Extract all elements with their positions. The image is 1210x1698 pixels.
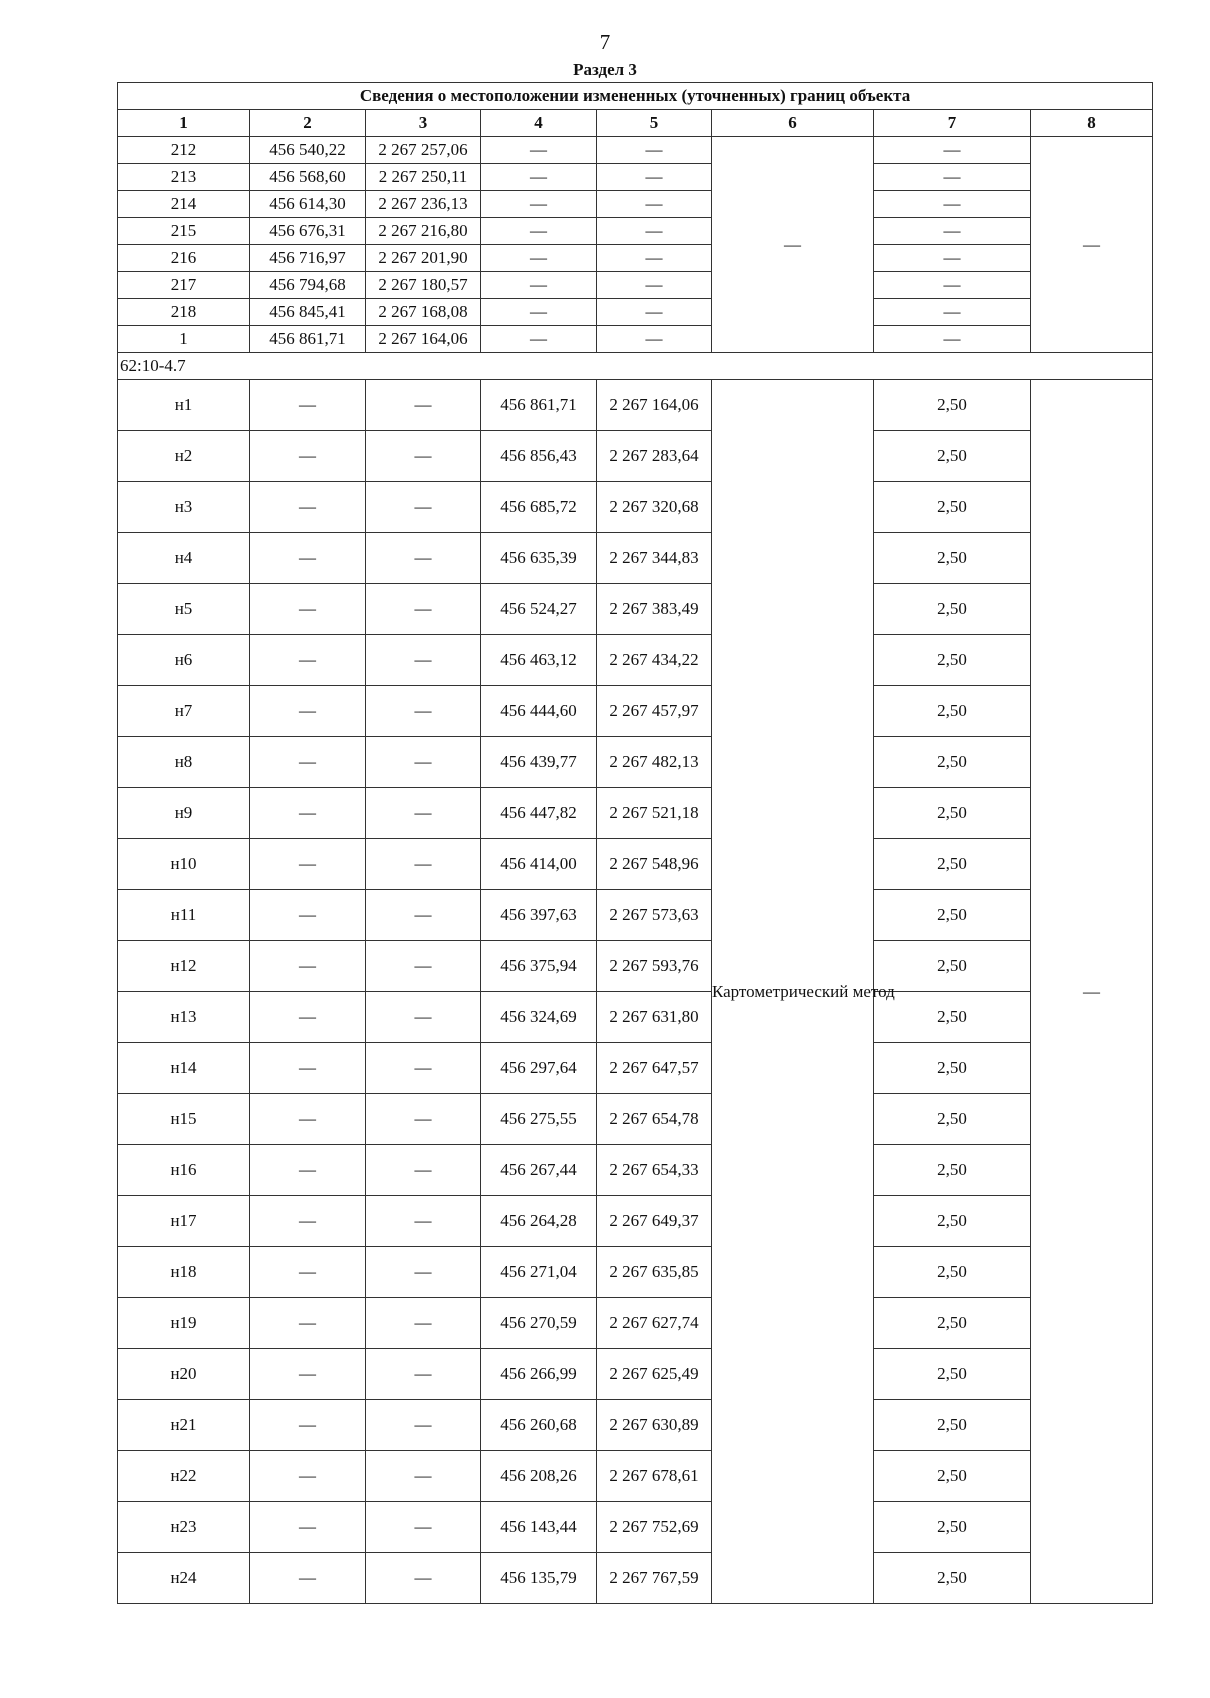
old-y-cell: — bbox=[366, 1451, 481, 1502]
old-y-cell: — bbox=[366, 1502, 481, 1553]
point-number-cell: н6 bbox=[118, 635, 250, 686]
new-y-cell: 2 267 654,78 bbox=[597, 1094, 712, 1145]
new-x-cell: 456 447,82 bbox=[481, 788, 597, 839]
new-y-cell: 2 267 654,33 bbox=[597, 1145, 712, 1196]
point-number-cell: н11 bbox=[118, 890, 250, 941]
new-y-cell: 2 267 573,63 bbox=[597, 890, 712, 941]
new-y-cell: 2 267 521,18 bbox=[597, 788, 712, 839]
old-y-cell: — bbox=[366, 1400, 481, 1451]
old-y-cell: — bbox=[366, 1145, 481, 1196]
point-number-cell: н16 bbox=[118, 1145, 250, 1196]
accuracy-cell: 2,50 bbox=[874, 890, 1031, 941]
accuracy-cell: — bbox=[874, 218, 1031, 245]
old-x-cell: 456 861,71 bbox=[250, 326, 366, 353]
old-y-cell: 2 267 201,90 bbox=[366, 245, 481, 272]
point-number-cell: н7 bbox=[118, 686, 250, 737]
table-row bbox=[118, 380, 1153, 431]
new-y-cell: — bbox=[597, 191, 712, 218]
new-y-cell: 2 267 647,57 bbox=[597, 1043, 712, 1094]
old-x-cell: — bbox=[250, 1349, 366, 1400]
table-body bbox=[118, 83, 1153, 1604]
accuracy-cell: 2,50 bbox=[874, 1145, 1031, 1196]
table-row bbox=[118, 1043, 1153, 1094]
new-y-cell: 2 267 164,06 bbox=[597, 380, 712, 431]
accuracy-cell: 2,50 bbox=[874, 1043, 1031, 1094]
point-number-cell: н22 bbox=[118, 1451, 250, 1502]
old-y-cell: 2 267 180,57 bbox=[366, 272, 481, 299]
new-x-cell: — bbox=[481, 137, 597, 164]
accuracy-cell: 2,50 bbox=[874, 737, 1031, 788]
old-y-cell: — bbox=[366, 686, 481, 737]
new-x-cell: 456 397,63 bbox=[481, 890, 597, 941]
new-x-cell: 456 375,94 bbox=[481, 941, 597, 992]
table-row bbox=[118, 1247, 1153, 1298]
accuracy-cell: 2,50 bbox=[874, 686, 1031, 737]
table-row bbox=[118, 431, 1153, 482]
point-number-cell: н13 bbox=[118, 992, 250, 1043]
point-number-cell: н10 bbox=[118, 839, 250, 890]
new-x-cell: — bbox=[481, 218, 597, 245]
new-y-cell: — bbox=[597, 164, 712, 191]
old-x-cell: — bbox=[250, 686, 366, 737]
old-y-cell: — bbox=[366, 431, 481, 482]
old-y-cell: 2 267 250,11 bbox=[366, 164, 481, 191]
new-y-cell: 2 267 627,74 bbox=[597, 1298, 712, 1349]
column-number-row bbox=[118, 110, 1153, 137]
table-row bbox=[118, 941, 1153, 992]
table-row bbox=[118, 1349, 1153, 1400]
column-number: 6 bbox=[712, 110, 874, 137]
new-y-cell: — bbox=[597, 326, 712, 353]
column-number: 5 bbox=[597, 110, 712, 137]
new-y-cell: 2 267 630,89 bbox=[597, 1400, 712, 1451]
old-y-cell: — bbox=[366, 380, 481, 431]
page-number: 7 bbox=[599, 30, 611, 54]
old-x-cell: 456 676,31 bbox=[250, 218, 366, 245]
accuracy-cell: 2,50 bbox=[874, 482, 1031, 533]
old-y-cell: — bbox=[366, 1247, 481, 1298]
table-row bbox=[118, 533, 1153, 584]
accuracy-cell: — bbox=[874, 137, 1031, 164]
old-x-cell: 456 568,60 bbox=[250, 164, 366, 191]
new-x-cell: 456 208,26 bbox=[481, 1451, 597, 1502]
new-x-cell: 456 463,12 bbox=[481, 635, 597, 686]
new-x-cell: 456 685,72 bbox=[481, 482, 597, 533]
old-x-cell: — bbox=[250, 431, 366, 482]
old-x-cell: — bbox=[250, 533, 366, 584]
table-row bbox=[118, 584, 1153, 635]
accuracy-cell: 2,50 bbox=[874, 992, 1031, 1043]
old-x-cell: 456 845,41 bbox=[250, 299, 366, 326]
point-number-cell: н8 bbox=[118, 737, 250, 788]
new-x-cell: 456 275,55 bbox=[481, 1094, 597, 1145]
accuracy-cell: — bbox=[874, 272, 1031, 299]
table-row bbox=[118, 737, 1153, 788]
new-x-cell: 456 143,44 bbox=[481, 1502, 597, 1553]
accuracy-cell: 2,50 bbox=[874, 788, 1031, 839]
old-x-cell: — bbox=[250, 1247, 366, 1298]
point-number-cell: н3 bbox=[118, 482, 250, 533]
column-number: 3 bbox=[366, 110, 481, 137]
old-x-cell: — bbox=[250, 635, 366, 686]
old-y-cell: — bbox=[366, 941, 481, 992]
table-row bbox=[118, 245, 1153, 272]
new-y-cell: 2 267 767,59 bbox=[597, 1553, 712, 1604]
new-x-cell: 456 414,00 bbox=[481, 839, 597, 890]
accuracy-cell: — bbox=[874, 245, 1031, 272]
new-x-cell: 456 260,68 bbox=[481, 1400, 597, 1451]
new-x-cell: 456 861,71 bbox=[481, 380, 597, 431]
new-y-cell: 2 267 434,22 bbox=[597, 635, 712, 686]
accuracy-cell: 2,50 bbox=[874, 380, 1031, 431]
new-y-cell: — bbox=[597, 137, 712, 164]
group-row bbox=[118, 353, 1153, 380]
new-y-cell: 2 267 320,68 bbox=[597, 482, 712, 533]
accuracy-cell: 2,50 bbox=[874, 1400, 1031, 1451]
old-y-cell: — bbox=[366, 584, 481, 635]
new-x-cell: 456 271,04 bbox=[481, 1247, 597, 1298]
column-number: 8 bbox=[1031, 110, 1153, 137]
point-number-cell: н19 bbox=[118, 1298, 250, 1349]
table-row bbox=[118, 839, 1153, 890]
point-number-cell: 1 bbox=[118, 326, 250, 353]
point-number-cell: н14 bbox=[118, 1043, 250, 1094]
point-number-cell: н2 bbox=[118, 431, 250, 482]
new-y-cell: 2 267 631,80 bbox=[597, 992, 712, 1043]
new-y-cell: 2 267 344,83 bbox=[597, 533, 712, 584]
point-number-cell: 213 bbox=[118, 164, 250, 191]
new-y-cell: 2 267 678,61 bbox=[597, 1451, 712, 1502]
old-y-cell: — bbox=[366, 890, 481, 941]
old-x-cell: — bbox=[250, 1196, 366, 1247]
old-y-cell: 2 267 168,08 bbox=[366, 299, 481, 326]
accuracy-cell: 2,50 bbox=[874, 1094, 1031, 1145]
column-number: 4 bbox=[481, 110, 597, 137]
old-x-cell: — bbox=[250, 737, 366, 788]
old-x-cell: 456 716,97 bbox=[250, 245, 366, 272]
old-y-cell: — bbox=[366, 1298, 481, 1349]
old-x-cell: — bbox=[250, 1094, 366, 1145]
point-number-cell: н17 bbox=[118, 1196, 250, 1247]
old-y-cell: 2 267 216,80 bbox=[366, 218, 481, 245]
old-x-cell: — bbox=[250, 1400, 366, 1451]
old-x-cell: — bbox=[250, 584, 366, 635]
table-row bbox=[118, 635, 1153, 686]
new-y-cell: 2 267 383,49 bbox=[597, 584, 712, 635]
description-cell: — bbox=[1031, 380, 1153, 1604]
new-y-cell: 2 267 283,64 bbox=[597, 431, 712, 482]
new-x-cell: 456 266,99 bbox=[481, 1349, 597, 1400]
table-row bbox=[118, 1298, 1153, 1349]
point-number-cell: н12 bbox=[118, 941, 250, 992]
method-cell: — bbox=[712, 137, 874, 353]
point-number-cell: 214 bbox=[118, 191, 250, 218]
old-x-cell: — bbox=[250, 1553, 366, 1604]
table-row bbox=[118, 326, 1153, 353]
table-row bbox=[118, 1400, 1153, 1451]
old-y-cell: — bbox=[366, 635, 481, 686]
point-number-cell: 217 bbox=[118, 272, 250, 299]
accuracy-cell: 2,50 bbox=[874, 584, 1031, 635]
new-x-cell: 456 444,60 bbox=[481, 686, 597, 737]
accuracy-cell: 2,50 bbox=[874, 1502, 1031, 1553]
old-x-cell: — bbox=[250, 941, 366, 992]
accuracy-cell: 2,50 bbox=[874, 1553, 1031, 1604]
table-row bbox=[118, 1553, 1153, 1604]
point-number-cell: н24 bbox=[118, 1553, 250, 1604]
old-x-cell: — bbox=[250, 1451, 366, 1502]
new-x-cell: 456 524,27 bbox=[481, 584, 597, 635]
point-number-cell: н23 bbox=[118, 1502, 250, 1553]
old-x-cell: — bbox=[250, 839, 366, 890]
new-y-cell: — bbox=[597, 272, 712, 299]
old-y-cell: 2 267 236,13 bbox=[366, 191, 481, 218]
old-y-cell: — bbox=[366, 1043, 481, 1094]
point-number-cell: н18 bbox=[118, 1247, 250, 1298]
table-row bbox=[118, 164, 1153, 191]
accuracy-cell: — bbox=[874, 191, 1031, 218]
new-x-cell: 456 297,64 bbox=[481, 1043, 597, 1094]
new-x-cell: — bbox=[481, 191, 597, 218]
old-y-cell: — bbox=[366, 992, 481, 1043]
accuracy-cell: 2,50 bbox=[874, 1349, 1031, 1400]
table-row bbox=[118, 299, 1153, 326]
table-row bbox=[118, 272, 1153, 299]
old-y-cell: — bbox=[366, 839, 481, 890]
table-row bbox=[118, 890, 1153, 941]
table-row bbox=[118, 992, 1153, 1043]
old-x-cell: — bbox=[250, 482, 366, 533]
old-y-cell: 2 267 257,06 bbox=[366, 137, 481, 164]
old-x-cell: — bbox=[250, 1298, 366, 1349]
new-y-cell: — bbox=[597, 245, 712, 272]
accuracy-cell: 2,50 bbox=[874, 1196, 1031, 1247]
section-title: Раздел 3 bbox=[573, 60, 637, 79]
old-x-cell: — bbox=[250, 1145, 366, 1196]
old-y-cell: — bbox=[366, 533, 481, 584]
accuracy-cell: 2,50 bbox=[874, 533, 1031, 584]
point-number-cell: н5 bbox=[118, 584, 250, 635]
description-cell: — bbox=[1031, 137, 1153, 353]
point-number-cell: 218 bbox=[118, 299, 250, 326]
table-row bbox=[118, 1196, 1153, 1247]
table-row bbox=[118, 191, 1153, 218]
table-row bbox=[118, 1451, 1153, 1502]
new-y-cell: 2 267 548,96 bbox=[597, 839, 712, 890]
new-x-cell: — bbox=[481, 164, 597, 191]
new-x-cell: 456 135,79 bbox=[481, 1553, 597, 1604]
table-caption: Сведения о местоположении измененных (уточненных) границ объекта bbox=[118, 83, 1153, 110]
new-y-cell: 2 267 482,13 bbox=[597, 737, 712, 788]
new-y-cell: 2 267 593,76 bbox=[597, 941, 712, 992]
new-x-cell: 456 270,59 bbox=[481, 1298, 597, 1349]
accuracy-cell: 2,50 bbox=[874, 635, 1031, 686]
column-number: 2 bbox=[250, 110, 366, 137]
new-x-cell: — bbox=[481, 272, 597, 299]
old-y-cell: — bbox=[366, 1094, 481, 1145]
new-y-cell: 2 267 649,37 bbox=[597, 1196, 712, 1247]
accuracy-cell: 2,50 bbox=[874, 1451, 1031, 1502]
new-y-cell: 2 267 625,49 bbox=[597, 1349, 712, 1400]
new-y-cell: 2 267 457,97 bbox=[597, 686, 712, 737]
point-number-cell: н4 bbox=[118, 533, 250, 584]
old-y-cell: — bbox=[366, 788, 481, 839]
new-x-cell: 456 439,77 bbox=[481, 737, 597, 788]
caption-row bbox=[118, 83, 1153, 110]
table-row bbox=[118, 686, 1153, 737]
method-cell: Картометрический метод bbox=[712, 380, 874, 1604]
new-y-cell: 2 267 635,85 bbox=[597, 1247, 712, 1298]
new-x-cell: — bbox=[481, 299, 597, 326]
accuracy-cell: 2,50 bbox=[874, 839, 1031, 890]
table-row bbox=[118, 218, 1153, 245]
new-x-cell: 456 635,39 bbox=[481, 533, 597, 584]
old-x-cell: — bbox=[250, 992, 366, 1043]
new-x-cell: 456 264,28 bbox=[481, 1196, 597, 1247]
table-row bbox=[118, 788, 1153, 839]
accuracy-cell: 2,50 bbox=[874, 1247, 1031, 1298]
new-y-cell: 2 267 752,69 bbox=[597, 1502, 712, 1553]
new-y-cell: — bbox=[597, 299, 712, 326]
point-number-cell: н20 bbox=[118, 1349, 250, 1400]
accuracy-cell: 2,50 bbox=[874, 431, 1031, 482]
old-x-cell: 456 540,22 bbox=[250, 137, 366, 164]
point-number-cell: н9 bbox=[118, 788, 250, 839]
new-x-cell: — bbox=[481, 245, 597, 272]
old-x-cell: — bbox=[250, 380, 366, 431]
point-number-cell: 216 bbox=[118, 245, 250, 272]
table-row bbox=[118, 1502, 1153, 1553]
new-x-cell: 456 267,44 bbox=[481, 1145, 597, 1196]
point-number-cell: н15 bbox=[118, 1094, 250, 1145]
point-number-cell: 215 bbox=[118, 218, 250, 245]
old-y-cell: — bbox=[366, 737, 481, 788]
accuracy-cell: — bbox=[874, 326, 1031, 353]
column-number: 1 bbox=[118, 110, 250, 137]
point-number-cell: н21 bbox=[118, 1400, 250, 1451]
group-label: 62:10-4.7 bbox=[118, 353, 1153, 380]
old-y-cell: 2 267 164,06 bbox=[366, 326, 481, 353]
old-y-cell: — bbox=[366, 1196, 481, 1247]
table-row bbox=[118, 1145, 1153, 1196]
table-row bbox=[118, 1094, 1153, 1145]
old-x-cell: — bbox=[250, 788, 366, 839]
point-number-cell: 212 bbox=[118, 137, 250, 164]
accuracy-cell: 2,50 bbox=[874, 941, 1031, 992]
old-x-cell: — bbox=[250, 1502, 366, 1553]
new-y-cell: — bbox=[597, 218, 712, 245]
old-x-cell: 456 794,68 bbox=[250, 272, 366, 299]
old-y-cell: — bbox=[366, 1349, 481, 1400]
column-number: 7 bbox=[874, 110, 1031, 137]
new-x-cell: 456 856,43 bbox=[481, 431, 597, 482]
new-x-cell: 456 324,69 bbox=[481, 992, 597, 1043]
accuracy-cell: — bbox=[874, 299, 1031, 326]
old-x-cell: — bbox=[250, 890, 366, 941]
table-row bbox=[118, 482, 1153, 533]
new-x-cell: — bbox=[481, 326, 597, 353]
old-x-cell: — bbox=[250, 1043, 366, 1094]
boundary-table bbox=[117, 82, 1153, 1604]
old-y-cell: — bbox=[366, 482, 481, 533]
old-x-cell: 456 614,30 bbox=[250, 191, 366, 218]
table-row bbox=[118, 137, 1153, 164]
accuracy-cell: 2,50 bbox=[874, 1298, 1031, 1349]
point-number-cell: н1 bbox=[118, 380, 250, 431]
old-y-cell: — bbox=[366, 1553, 481, 1604]
accuracy-cell: — bbox=[874, 164, 1031, 191]
